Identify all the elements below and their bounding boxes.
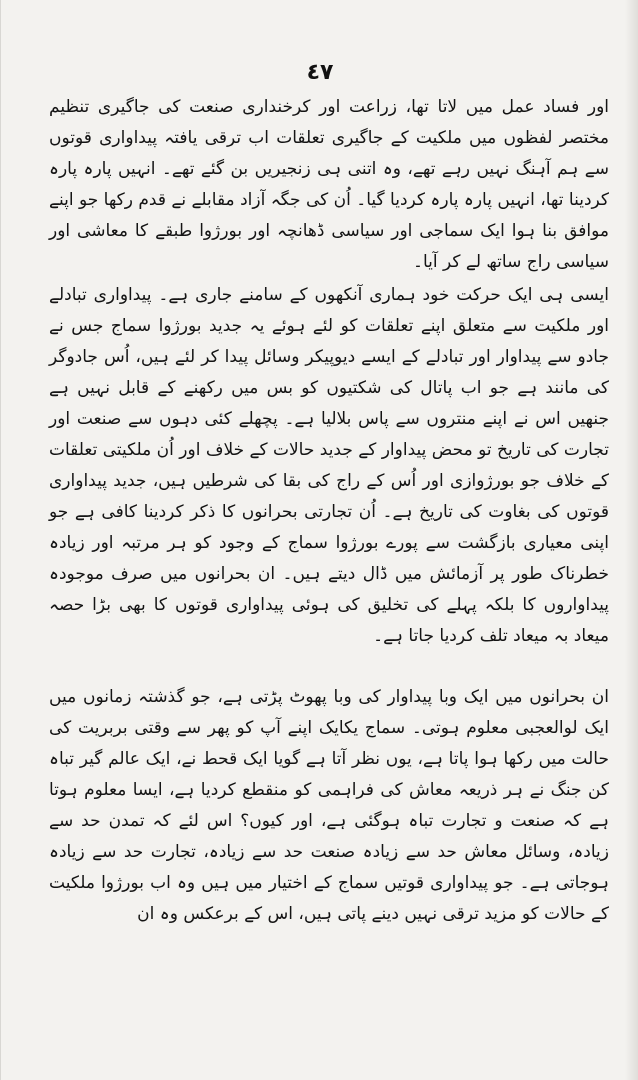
paragraph-1: اور فساد عمل میں لاتا تھا، زراعت اور کرخنداری صنعت کی جاگیری تنظیم مختصر لفظوں میں ملکیت کے جاگیری تعلقات اب ترقی یافتہ پیداواری قوتوں سے ہم آہنگ نہیں رہے تھے، وہ اتنی ہی زنجیریں بن گئے تھے۔ انہیں پارہ پارہ کردینا تھا، انہیں پارہ پارہ کردیا گیا۔ اُن کی جگہ آزاد مقابلے نے قدم رکھا جو اپنے موافق بنا ہوا ایک سماجی اور سیاسی ڈھانچہ اور بورژوا طبقے کا معاشی اور سیاسی راج ساتھ لے کر آیا۔ bbox=[49, 97, 609, 272]
page-edge-shadow bbox=[625, 0, 638, 1080]
page-body-text bbox=[49, 92, 609, 930]
paragraph-2: ایسی ہی ایک حرکت خود ہماری آنکھوں کے سامنے جاری ہے۔ پیداواری تبادلے اور ملکیت سے متعلق اپنے تعلقات کو لئے ہوئے یہ جدید بورژوا سماج جس نے جادو سے پیداوار اور تبادلے کے ایسے دیوپیکر وسائل پیدا کر لئے ہیں، اُس جادوگر کی مانند ہے جو اب پاتال کی شکتیوں کو بس میں رکھنے کے قابل نہیں ہے جنھیں اس نے اپنے منتروں سے پاس بلالیا ہے۔ پچھلے کئی دہوں سے صنعت اور تجارت کی تاریخ تو محض پیداوار کے جدید حالات کے خلاف اور اُن ملکیتی تعلقات کے خلاف جو بورژوازی اور اُس کے راج کی بقا کی شرطیں ہیں، جدید پیداواری قوتوں کی بغاوت کی تاریخ ہے۔ اُن تجارتی بحرانوں کا ذکر کردینا کافی ہے جو اپنی معیاری بازگشت سے پورے بورژوا سماج کے وجود کو ہر مرتبہ اور زیادہ خطرناک طور پر آزمائش میں ڈال دیتے ہیں۔ ان بحرانوں میں صرف موجودہ پیداواروں کا بلکہ پہلے کی تخلیق کی ہوئی پیداواری قوتوں کا بھی بڑا حصہ میعاد بہ میعاد تلف کردیا جاتا ہے۔ bbox=[48, 285, 609, 646]
page-number: ٤٧ bbox=[306, 60, 334, 85]
paragraph-3: ان بحرانوں میں ایک وبا پیداوار کی وبا پھوٹ پڑتی ہے، جو گذشتہ زمانوں میں ایک لوالعجبی معلوم ہوتی۔ سماج یکایک اپنے آپ کو پھر سے وقتی بربریت کی حالت میں رکھا ہوا پاتا ہے، یوں نظر آتا ہے گویا ایک قحط نے، ایک عالم گیر تباہ کن جنگ نے ہر ذریعہ معاش کی فراہمی کو منقطع کردیا ہے، ایسا معلوم ہوتا ہے کہ صنعت و تجارت تباہ ہوگئی ہے، اور کیوں؟ اس لئے کہ تمدن حد سے زیادہ، وسائل معاش حد سے زیادہ صنعت حد سے زیادہ، تجارت حد سے زیادہ ہوجاتی ہے۔ جو پیداواری قوتیں سماج کے اختیار میں ہیں وہ اب بورژوا ملکیت کے حالات کو مزید ترقی نہیں دینے پاتی ہیں، اس کے برعکس وہ ان bbox=[49, 687, 609, 924]
